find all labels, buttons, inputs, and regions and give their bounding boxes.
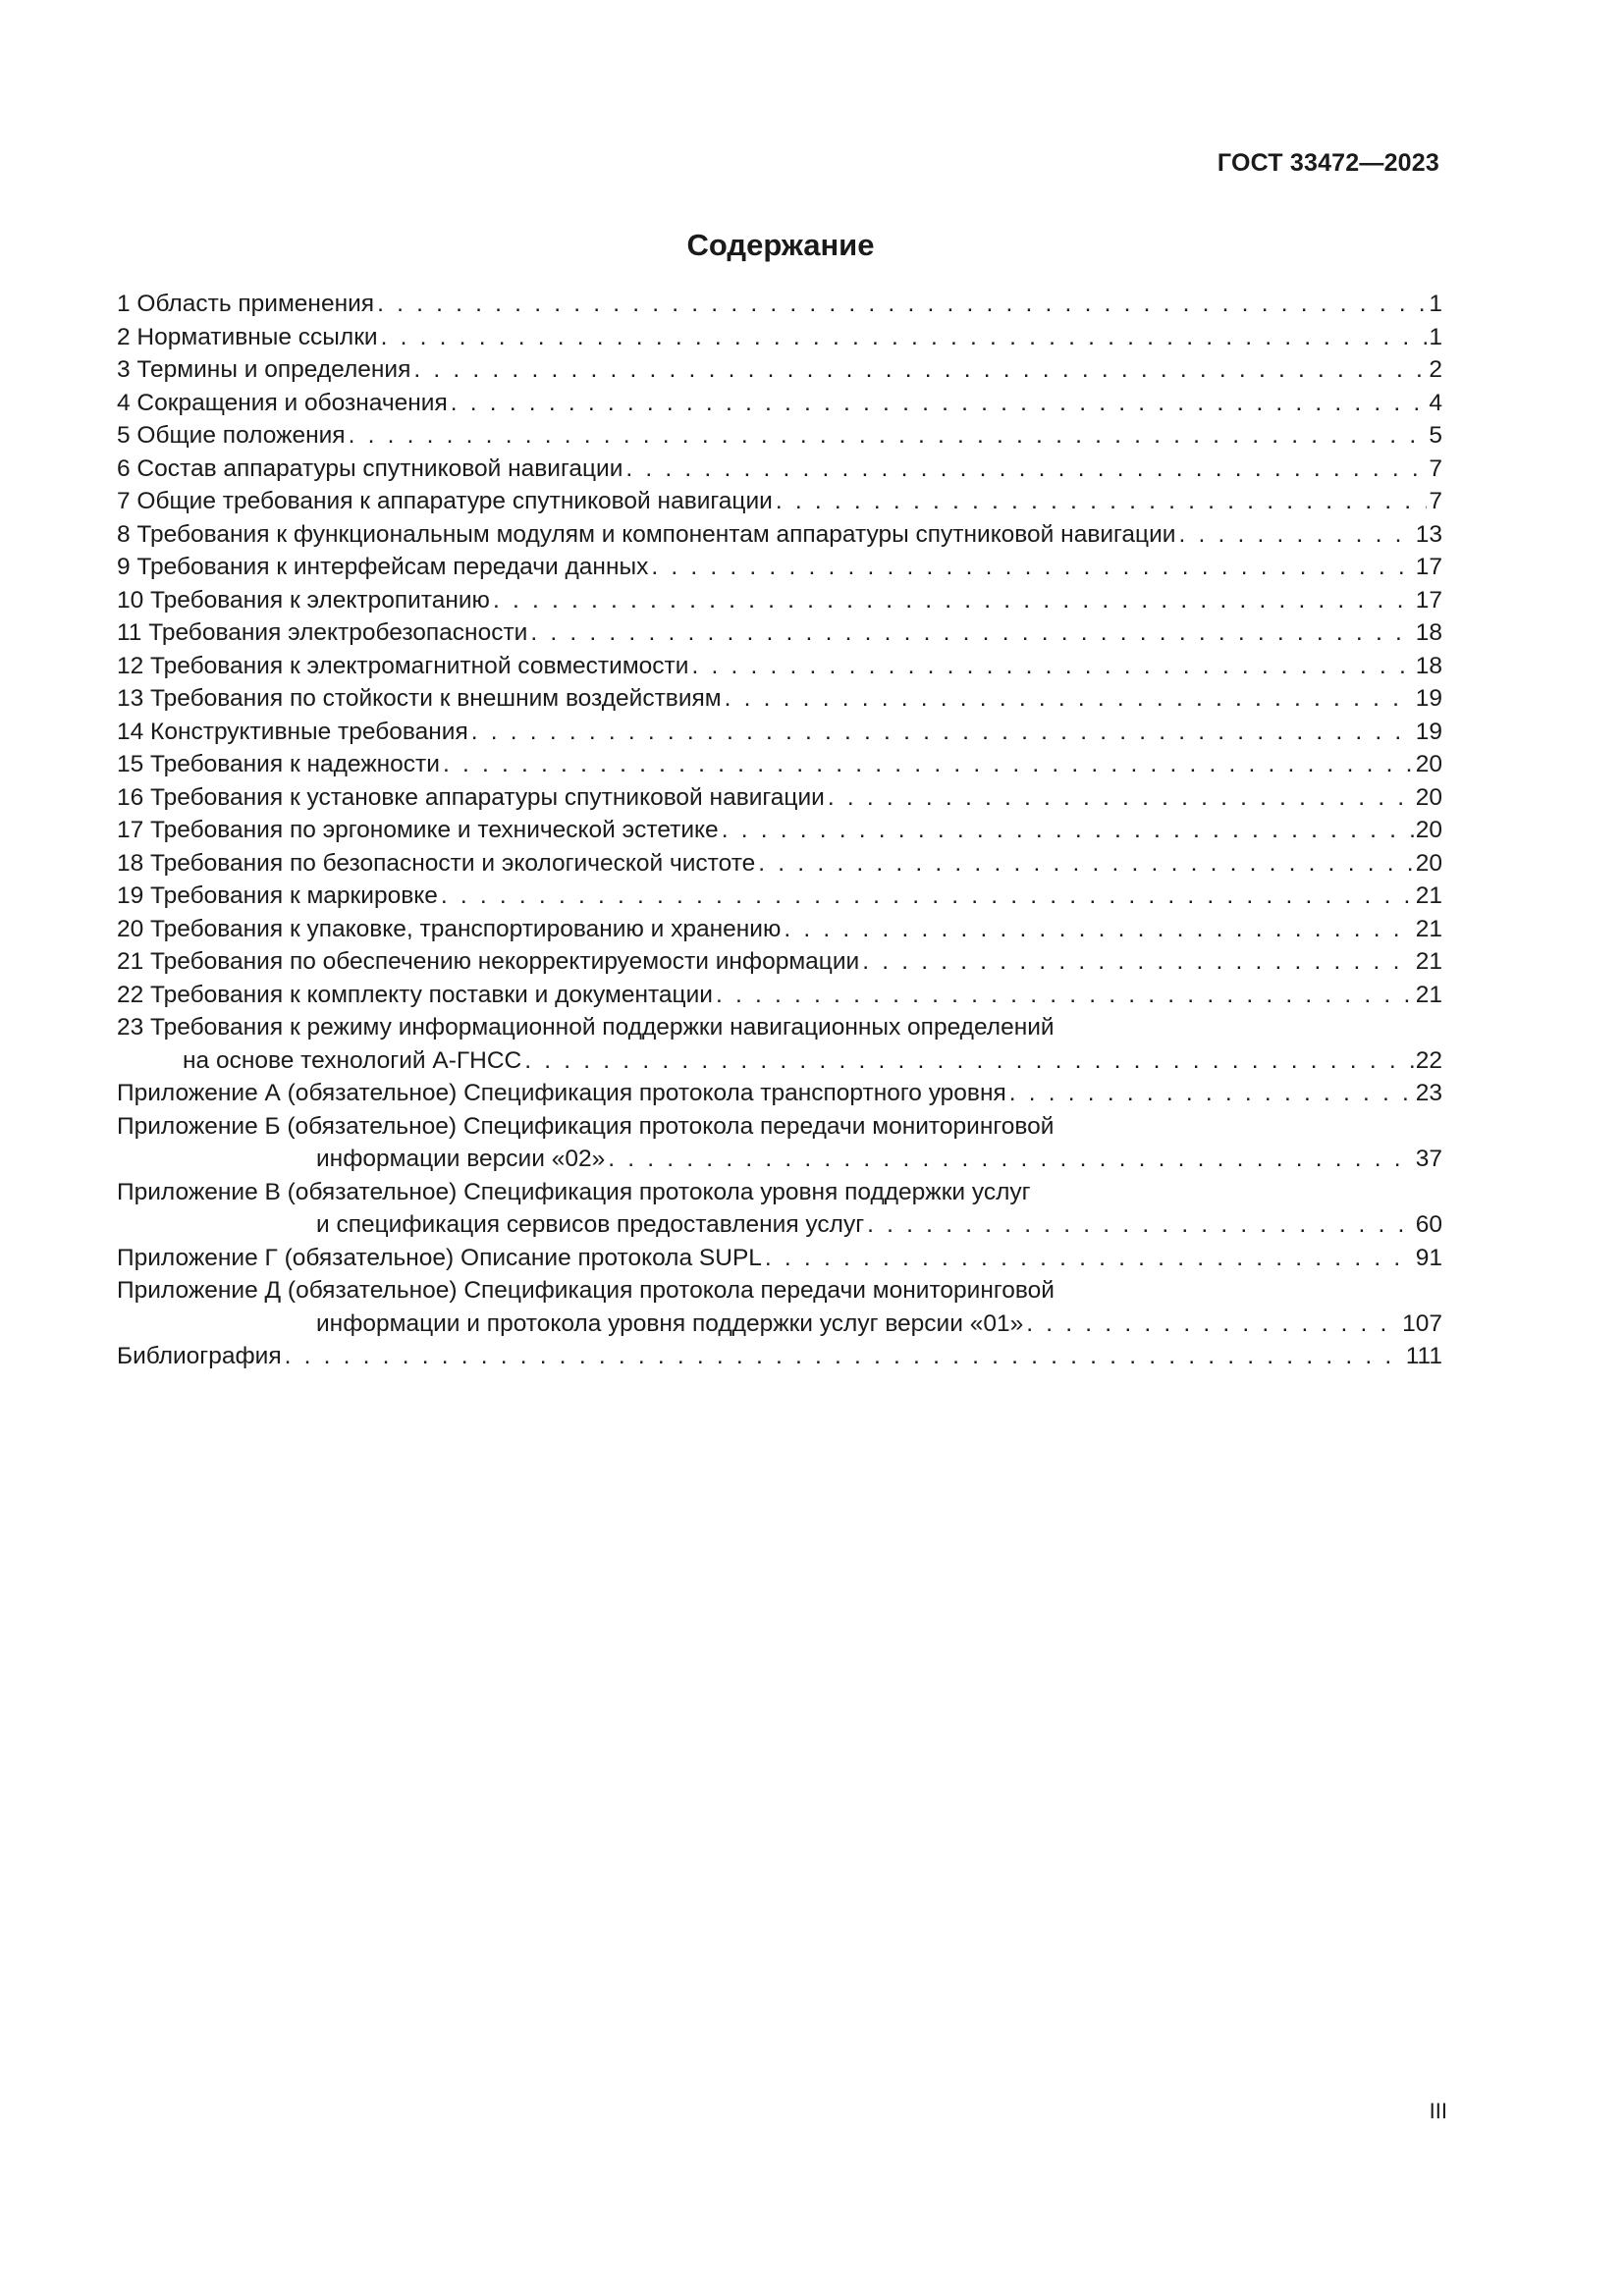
toc-entry[interactable] bbox=[117, 682, 1442, 716]
toc-entry[interactable] bbox=[117, 748, 1442, 781]
toc-page-number: 20 bbox=[1415, 849, 1442, 877]
toc-entry-title: 16 Требования к установке аппаратуры спутниковой навигации bbox=[117, 783, 825, 811]
toc-page-number: 22 bbox=[1415, 1046, 1442, 1074]
toc-entry[interactable] bbox=[117, 419, 1442, 453]
toc-entry-title: 3 Термины и определения bbox=[117, 356, 411, 383]
toc-entry-continuation[interactable] bbox=[117, 1208, 1442, 1242]
toc-leader-dots bbox=[651, 551, 1413, 584]
toc-entry[interactable] bbox=[117, 321, 1442, 354]
toc-leader-dots bbox=[725, 682, 1414, 716]
toc-entry-title: 12 Требования к электромагнитной совместимости bbox=[117, 652, 689, 679]
toc-page-number: 7 bbox=[1429, 454, 1442, 482]
table-of-contents bbox=[117, 288, 1442, 1373]
toc-entry[interactable] bbox=[117, 518, 1442, 552]
toc-leader-dots bbox=[451, 387, 1428, 420]
toc-page-number: 17 bbox=[1415, 554, 1442, 580]
toc-title: Содержание bbox=[686, 228, 875, 262]
toc-entry-title-cont: на основе технологий А-ГНСС bbox=[183, 1046, 522, 1074]
toc-page-number: 18 bbox=[1415, 652, 1442, 679]
toc-page-number: 19 bbox=[1415, 718, 1442, 745]
toc-entry[interactable] bbox=[117, 979, 1442, 1012]
toc-page-number: 4 bbox=[1429, 389, 1442, 416]
document-code: ГОСТ 33472—2023 bbox=[1217, 149, 1439, 177]
toc-entry-title: 5 Общие положения bbox=[117, 422, 346, 449]
toc-entry-title: Библиография bbox=[117, 1343, 282, 1369]
toc-entry-title-cont: информации и протокола уровня поддержки услуг версии «01» bbox=[316, 1309, 1024, 1337]
toc-entry[interactable] bbox=[117, 781, 1442, 815]
toc-entry[interactable] bbox=[117, 584, 1442, 617]
toc-entry-continuation[interactable] bbox=[117, 1044, 1442, 1078]
toc-leader-dots bbox=[625, 453, 1427, 486]
toc-entry-title: 19 Требования к маркировке bbox=[117, 882, 438, 909]
toc-page-number: 20 bbox=[1415, 751, 1442, 777]
toc-entry[interactable] bbox=[117, 616, 1442, 650]
toc-entry-title: 4 Сокращения и обозначения bbox=[117, 389, 448, 416]
toc-entry-title: 22 Требования к комплекту поставки и документации bbox=[117, 981, 713, 1008]
toc-entry[interactable] bbox=[117, 847, 1442, 881]
toc-leader-dots bbox=[381, 321, 1428, 354]
toc-leader-dots bbox=[862, 945, 1414, 979]
toc-entry[interactable] bbox=[117, 387, 1442, 420]
toc-entry-title-cont: и спецификация сервисов предоставления услуг bbox=[316, 1211, 865, 1238]
toc-page-number: 20 bbox=[1415, 817, 1442, 843]
toc-entry[interactable] bbox=[117, 1077, 1442, 1110]
toc-entry-title: 17 Требования по эргономике и технической эстетике bbox=[117, 817, 719, 843]
toc-entry[interactable] bbox=[117, 353, 1442, 387]
toc-entry-title: 6 Состав аппаратуры спутниковой навигации bbox=[117, 454, 623, 482]
toc-page-number: 1 bbox=[1429, 291, 1442, 317]
toc-page-number: 19 bbox=[1415, 685, 1442, 712]
toc-page-number: 17 bbox=[1415, 586, 1442, 614]
toc-entry[interactable] bbox=[117, 913, 1442, 946]
toc-page-number: 111 bbox=[1405, 1343, 1442, 1369]
toc-leader-dots bbox=[285, 1340, 1404, 1373]
toc-entry[interactable] bbox=[117, 945, 1442, 979]
toc-entry-title: 21 Требования по обеспечению некорректируемости информации bbox=[117, 948, 860, 975]
toc-entry-title: Приложение Д (обязательное) Спецификация протокола передачи мониторинговой bbox=[117, 1277, 1055, 1304]
toc-entry-continuation[interactable] bbox=[117, 1143, 1442, 1176]
toc-leader-dots bbox=[413, 353, 1427, 387]
toc-entry[interactable] bbox=[117, 814, 1442, 847]
toc-entry[interactable] bbox=[117, 453, 1442, 486]
toc-entry-title: 9 Требования к интерфейсам передачи данных bbox=[117, 554, 649, 580]
toc-page-number: 23 bbox=[1415, 1080, 1442, 1106]
toc-entry-title: 7 Общие требования к аппаратуре спутниковой навигации bbox=[117, 488, 773, 514]
toc-entry[interactable] bbox=[117, 1274, 1442, 1308]
toc-entry[interactable] bbox=[117, 288, 1442, 321]
toc-entry-title: 10 Требования к электропитанию bbox=[117, 586, 490, 614]
toc-page-number: 13 bbox=[1415, 520, 1442, 548]
toc-entry-title: 8 Требования к функциональным модулям и компонентам аппаратуры спутниковой навигации bbox=[117, 520, 1176, 548]
toc-entry[interactable] bbox=[117, 1176, 1442, 1209]
toc-leader-dots bbox=[828, 781, 1414, 815]
toc-leader-dots bbox=[1026, 1308, 1400, 1341]
toc-entry-title: 14 Конструктивные требования bbox=[117, 718, 468, 745]
toc-leader-dots bbox=[349, 419, 1428, 453]
toc-entry-title: 13 Требования по стойкости к внешним воздействиям bbox=[117, 685, 722, 712]
toc-entry[interactable] bbox=[117, 1242, 1442, 1275]
toc-leader-dots bbox=[691, 650, 1413, 683]
toc-page-number: 2 bbox=[1429, 356, 1442, 383]
toc-page-number: 60 bbox=[1415, 1211, 1442, 1238]
toc-entry-title: 18 Требования по безопасности и экологической чистоте bbox=[117, 849, 756, 877]
toc-leader-dots bbox=[716, 979, 1414, 1012]
toc-leader-dots bbox=[784, 913, 1413, 946]
toc-entry[interactable] bbox=[117, 1011, 1442, 1044]
toc-entry[interactable] bbox=[117, 1340, 1442, 1373]
toc-entry-title-cont: информации версии «02» bbox=[316, 1146, 606, 1172]
toc-page-number: 91 bbox=[1415, 1244, 1442, 1271]
toc-page-number: 21 bbox=[1415, 948, 1442, 975]
toc-leader-dots bbox=[765, 1242, 1414, 1275]
toc-entry-title: 1 Область применения bbox=[117, 291, 375, 317]
toc-entry-continuation[interactable] bbox=[117, 1308, 1442, 1341]
toc-entry-title: 11 Требования электробезопасности bbox=[117, 619, 528, 646]
toc-leader-dots bbox=[377, 288, 1427, 321]
toc-entry[interactable] bbox=[117, 485, 1442, 518]
toc-page-number: 20 bbox=[1415, 783, 1442, 811]
toc-leader-dots bbox=[530, 616, 1413, 650]
toc-page-number: 21 bbox=[1415, 981, 1442, 1008]
toc-leader-dots bbox=[1009, 1077, 1414, 1110]
toc-leader-dots bbox=[867, 1208, 1414, 1242]
toc-entry-title: Приложение В (обязательное) Спецификация протокола уровня поддержки услуг bbox=[117, 1178, 1031, 1205]
toc-leader-dots bbox=[608, 1143, 1414, 1176]
toc-page-number: 7 bbox=[1429, 488, 1442, 514]
toc-leader-dots bbox=[471, 716, 1414, 749]
toc-leader-dots bbox=[443, 748, 1414, 781]
toc-page-number: 21 bbox=[1415, 915, 1442, 942]
toc-entry-title: 23 Требования к режиму информационной поддержки навигационных определений bbox=[117, 1014, 1055, 1041]
toc-page-number: 37 bbox=[1415, 1146, 1442, 1172]
toc-page-number: 107 bbox=[1402, 1309, 1442, 1337]
toc-leader-dots bbox=[776, 485, 1428, 518]
page-number: III bbox=[1429, 2099, 1447, 2123]
toc-page-number: 5 bbox=[1429, 422, 1442, 449]
toc-entry-title: Приложение Б (обязательное) Спецификация протокола передачи мониторинговой bbox=[117, 1112, 1055, 1140]
toc-leader-dots bbox=[758, 847, 1413, 881]
toc-leader-dots bbox=[441, 880, 1414, 913]
toc-entry[interactable] bbox=[117, 880, 1442, 913]
toc-entry[interactable] bbox=[117, 716, 1442, 749]
toc-entry[interactable] bbox=[117, 1110, 1442, 1144]
toc-leader-dots bbox=[1178, 518, 1413, 552]
toc-leader-dots bbox=[722, 814, 1414, 847]
toc-leader-dots bbox=[524, 1044, 1414, 1078]
toc-leader-dots bbox=[493, 584, 1414, 617]
toc-entry[interactable] bbox=[117, 551, 1442, 584]
toc-entry[interactable] bbox=[117, 650, 1442, 683]
toc-entry-title: 15 Требования к надежности bbox=[117, 751, 440, 777]
toc-page-number: 21 bbox=[1415, 882, 1442, 909]
toc-entry-title: Приложение Г (обязательное) Описание протокола SUPL bbox=[117, 1244, 762, 1271]
toc-page-number: 1 bbox=[1429, 323, 1442, 350]
toc-page-number: 18 bbox=[1415, 619, 1442, 646]
toc-entry-title: 20 Требования к упаковке, транспортированию и хранению bbox=[117, 915, 782, 942]
toc-entry-title: Приложение А (обязательное) Спецификация протокола транспортного уровня bbox=[117, 1080, 1006, 1106]
toc-entry-title: 2 Нормативные ссылки bbox=[117, 323, 378, 350]
